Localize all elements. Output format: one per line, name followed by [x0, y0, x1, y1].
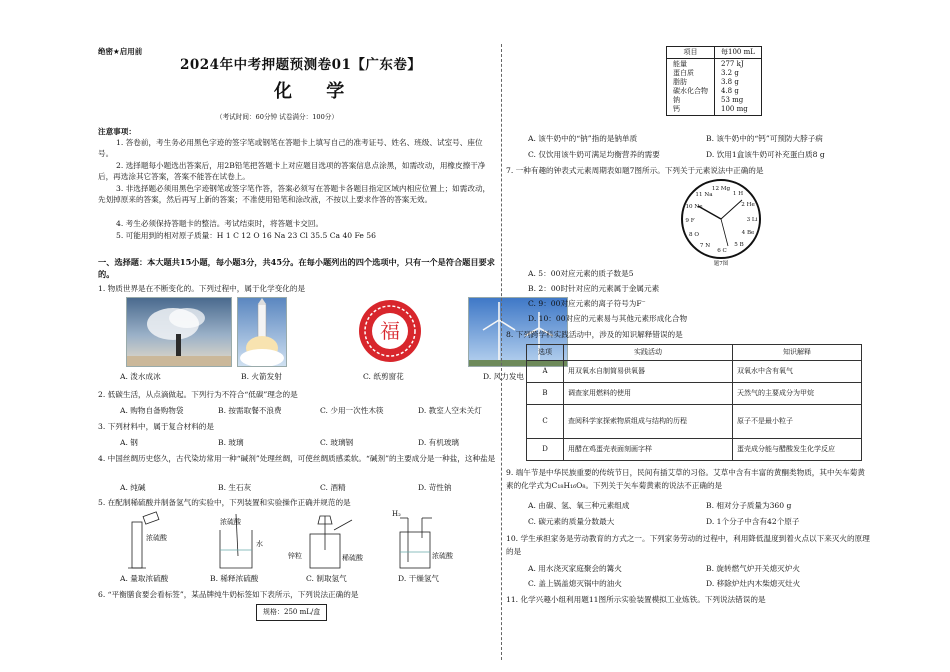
q5-option-d: D. 干燥氢气	[398, 574, 440, 583]
q2-option-a: A. 购物自备购物袋	[120, 406, 184, 415]
q9-option-d: D. 1个分子中含有42个原子	[706, 517, 800, 526]
paper-cut-char: 福	[380, 319, 400, 343]
q1-option-b: B. 火箭发射	[241, 372, 282, 381]
q4-option-d: D. 苛性钠	[418, 483, 452, 492]
q2-option-c: C. 少用一次性木筷	[320, 406, 384, 415]
nutrition-item: 脂肪	[673, 78, 687, 86]
q1-image-rocket	[237, 297, 287, 367]
q6-nutrition-table	[666, 46, 762, 116]
q8-row-a-activity: 用双氧水自制简易供氧器	[564, 361, 733, 383]
q7-option-c: C. 9：00对应元素的离子符号为F⁻	[528, 299, 646, 308]
clock-label: 3 Li	[746, 217, 758, 223]
q6-option-d: D. 饮用1盒该牛奶可补充蛋白质8 g	[706, 150, 825, 159]
clock-label: 11 Na	[695, 192, 713, 198]
nutrition-item: 钙	[673, 105, 680, 113]
nutrition-value: 4.8 g	[721, 87, 739, 95]
clock-label: 8 O	[689, 232, 699, 238]
q8-table	[526, 344, 862, 461]
clock-label: 12 Mg	[711, 186, 731, 192]
q8-row-c-option: C	[527, 405, 564, 439]
q6-option-c: C. 仅饮用该牛奶可满足均衡营养的需要	[528, 150, 660, 159]
q5-option-b: B. 稀释浓硫酸	[210, 574, 259, 583]
exam-title: 2024年中考押题预测卷01【广东卷】	[180, 57, 422, 73]
clock-label: 2 He	[741, 202, 755, 208]
clock-label: 4 Be	[741, 230, 755, 236]
q8-stem: 8. 下列跨学科实践活动中，涉及的知识解释错误的是	[506, 330, 683, 339]
nutrition-value: 3.8 g	[721, 78, 739, 86]
q1-stem: 1. 物质世界是在不断变化的。下列过程中，属于化学变化的是	[98, 284, 306, 293]
q5-label-a-bottle: 浓硫酸	[146, 534, 167, 542]
q5-label-d-acid: 浓硫酸	[432, 552, 453, 560]
note-1: 1. 答卷前，考生务必用黑色字迹的签字笔或钢笔在答题卡上填写自己的准考证号、姓名、班级、试室号、座位号。	[98, 138, 483, 158]
q8-header-activity: 实践活动	[564, 345, 733, 361]
q9-option-a: A. 由碳、氢、氧三种元素组成	[528, 501, 630, 510]
splash-ice-icon	[127, 298, 231, 366]
q10-option-d: D. 移除炉灶内木柴熄灭灶火	[706, 579, 801, 588]
q2-option-d: D. 教室人空未关灯	[418, 406, 482, 415]
q4-stem: 4. 中国丝绸历史悠久，古代染坊常用一种“碱剂”处理丝绸，可使丝绸质感柔软。“碱剂”的主要成分是一种盐，这种盐是	[98, 454, 496, 463]
q8-row-d-explanation: 蛋壳成分能与醋酸发生化学反应	[733, 439, 862, 461]
gas-washing-bottle-icon	[400, 518, 432, 568]
q4-option-b: B. 生石灰	[218, 483, 252, 492]
nutrition-item: 钠	[673, 96, 680, 104]
nutrition-item: 蛋白质	[673, 69, 694, 77]
nutrition-items	[667, 59, 715, 116]
q5-option-c: C. 制取氢气	[306, 574, 347, 583]
nutrition-item: 碳水化合物	[673, 87, 708, 95]
nutrition-header-item: 项目	[667, 47, 715, 59]
rocket-icon	[238, 298, 286, 366]
exam-info: （考试时间：60分钟 试卷满分：100分）	[216, 113, 338, 121]
q8-row-a-explanation: 双氧水中含有氧气	[733, 361, 862, 383]
q5-apparatus	[120, 510, 500, 570]
q3-option-a: A. 钢	[120, 438, 138, 447]
note-2: 2. 选择题每小题选出答案后，用2B铅笔把答题卡上对应题目选项的答案信息点涂黑，如需改动，用橡皮擦干净后，再选涂其它答案，答案不能答在试卷上。	[98, 161, 486, 181]
q7-stem: 7. 一种有趣的钟表式元素周期表如题7图所示。下列关于元素说法中正确的是	[506, 166, 764, 175]
q7-option-b: B. 2：00时针对应的元素属于金属元素	[528, 284, 660, 293]
secret-label: 绝密★启用前	[98, 47, 143, 56]
q5-label-c-acid: 稀硫酸	[342, 554, 363, 562]
q5-label-b-water: 水	[256, 540, 263, 548]
q8-row-d-activity: 用醋在鸡蛋壳表面刻画字样	[564, 439, 733, 461]
subject-title: 化 学	[274, 81, 359, 102]
q2-option-b: B. 按需取餐不浪费	[218, 406, 282, 415]
note-5: 5. 可能用到的相对原子质量：H 1 C 12 O 16 Na 23 Cl 35.5 Ca 40 Fe 56	[116, 231, 376, 240]
q8-row-c-activity: 查阅科学家探索物质组成与结构的历程	[564, 405, 733, 439]
q2-stem: 2. 低碳生活，从点滴做起。下列行为不符合“低碳”理念的是	[98, 390, 298, 399]
q8-header-explanation: 知识解释	[733, 345, 862, 361]
note-3: 3. 非选择题必须用黑色字迹钢笔或签字笔作答，答案必须写在答题卡各题目指定区域内相应位置上；如需改动，先划掉原来的答案，然后再写上新的答案；不准使用铅笔和涂改液，不按以上要求作答的答案无效。	[98, 184, 491, 204]
q8-row-b-explanation: 天然气的主要成分为甲烷	[733, 383, 862, 405]
paper-cut-icon	[355, 297, 425, 365]
q9-option-c: C. 碳元素的质量分数最大	[528, 517, 615, 526]
q5-label-b-acid: 浓硫酸	[220, 518, 241, 526]
q1-image-paper-cut	[355, 297, 425, 365]
nutrition-header-per100: 每100 mL	[715, 47, 762, 59]
clock-label: 9 F	[685, 218, 695, 224]
q6-spec-box: 规格：250 mL/盒	[256, 604, 327, 621]
q3-option-c: C. 玻璃钢	[320, 438, 354, 447]
q1-option-a: A. 泼水成冰	[120, 372, 161, 381]
q1-image-splash-ice	[126, 297, 232, 367]
q1-option-d: D. 风力发电	[483, 372, 525, 381]
nutrition-values	[715, 59, 762, 116]
q5-label-d-gas: H₂	[392, 510, 401, 518]
clock-label: 1 H	[732, 191, 744, 197]
q7-figure-caption: 题7图	[713, 261, 729, 266]
q5-label-c-zinc: 锌粒	[288, 552, 302, 560]
q10-option-b: B. 旋转燃气炉开关熄灭炉火	[706, 564, 800, 573]
clock-label: 6 C	[717, 248, 727, 254]
q9-option-b: B. 相对分子质量为360 g	[706, 501, 792, 510]
q7-option-a: A. 5：00对应元素的质子数是5	[528, 269, 634, 278]
q8-row-b-option: B	[527, 383, 564, 405]
notes-heading: 注意事项：	[98, 127, 136, 136]
q6-option-a: A. 该牛奶中的“钠”指的是钠单质	[528, 134, 638, 143]
q5-option-a: A. 量取浓硫酸	[120, 574, 169, 583]
q10-option-c: C. 盖上锅盖熄灭锅中的油火	[528, 579, 622, 588]
q5-stem: 5. 在配制稀硫酸并制备氢气的实验中，下列装置和实验操作正确并规范的是	[98, 498, 351, 507]
column-divider	[501, 44, 502, 660]
q10-stem: 10. 学生承担家务是劳动教育的方式之一。下列家务劳动的过程中，利用降低温度到着火点以下来灭火的原理的是	[506, 534, 870, 556]
q6-option-b: B. 该牛奶中的“钙”可预防大脖子病	[706, 134, 823, 143]
clock-label: 7 N	[699, 243, 711, 249]
nutrition-value: 53 mg	[721, 96, 744, 104]
q8-row-b-activity: 调查家用燃料的使用	[564, 383, 733, 405]
q4-option-a: A. 纯碱	[120, 483, 146, 492]
nutrition-value: 3.2 g	[721, 69, 739, 77]
q8-header-option: 选项	[527, 345, 564, 361]
q7-option-d: D. 10：00对应的元素易与其他元素形成化合物	[528, 314, 688, 323]
q1-option-c: C. 纸剪窗花	[363, 372, 404, 381]
q4-option-c: C. 酒精	[320, 483, 346, 492]
q6-stem: 6. “平衡膳食要会看标签”，某品牌纯牛奶标签如下表所示，下列说法正确的是	[98, 590, 359, 599]
q3-stem: 3. 下列材料中，属于复合材料的是	[98, 422, 214, 431]
q7-clock-figure	[676, 176, 766, 266]
q9-stem: 9. 端午节是中华民族重要的传统节日，民间有插艾草的习俗。艾草中含有丰富的黄酮类物质，其中矢车菊黄素的化学式为C₁₈H₁₆O₈。下列关于矢车菊黄素的说法不正确的是	[506, 468, 865, 490]
nutrition-value: 100 mg	[721, 105, 748, 113]
q3-option-d: D. 有机玻璃	[418, 438, 460, 447]
nutrition-value: 277 kJ	[721, 60, 744, 68]
clock-label: 10 Ne	[685, 204, 703, 210]
q8-row-c-explanation: 原子不是最小粒子	[733, 405, 862, 439]
note-4: 4. 考生必须保持答题卡的整洁。考试结束时，将答题卡交回。	[116, 219, 324, 228]
q10-option-a: A. 用水浇灭家庭聚会的篝火	[528, 564, 622, 573]
q11-stem: 11. 化学兴趣小组利用题11图所示实验装置模拟工业炼铁。下列说法错误的是	[506, 595, 766, 604]
section-heading: 一、选择题：本大题共15小题，每小题3分，共45分。在每小题列出的四个选项中，只有一个是符合题目要求的。	[98, 257, 495, 279]
clock-label: 5 B	[734, 242, 744, 248]
q3-option-b: B. 玻璃	[218, 438, 244, 447]
q8-row-d-option: D	[527, 439, 564, 461]
nutrition-item: 能量	[673, 60, 687, 68]
q8-row-a-option: A	[527, 361, 564, 383]
